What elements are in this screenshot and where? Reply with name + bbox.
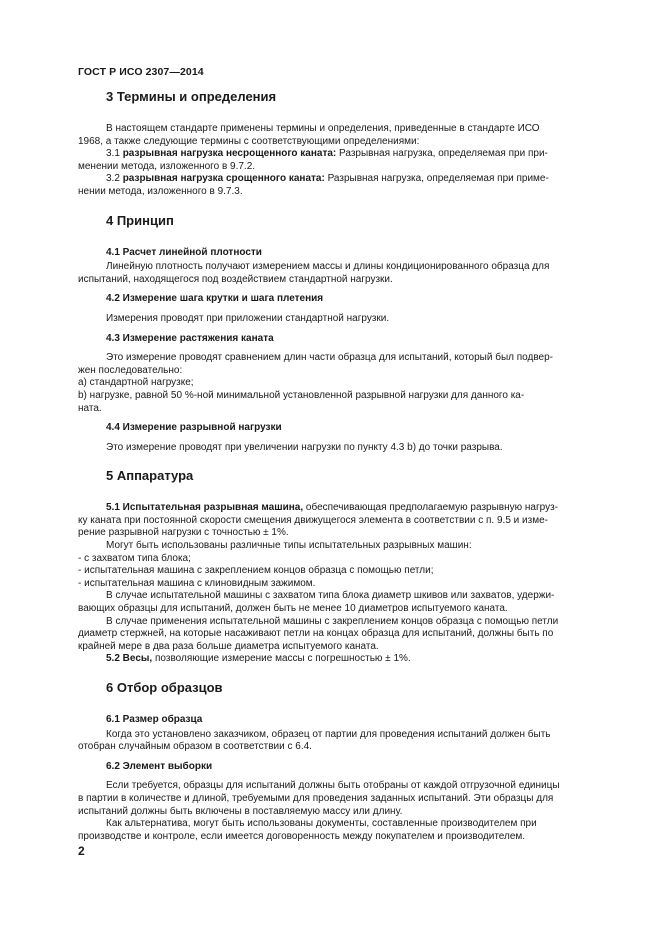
subsection-heading: 4.4 Измерение разрывной нагрузки — [106, 422, 282, 434]
subsection-heading: 6.1 Размер образца — [106, 714, 203, 725]
list-item: а) стандартной нагрузке; — [78, 377, 194, 389]
section-6 — [78, 680, 613, 843]
document-header: ГОСТ Р ИСО 2307—2014 — [78, 66, 204, 78]
term-text: Разрывная нагрузка, определяемая при при- — [339, 148, 548, 160]
subsection-heading: 4.1 Расчет линейной плотности — [106, 246, 262, 258]
paragraph-line: Как альтернатива, могут быть использованы документы, составленные производителем при — [106, 818, 537, 830]
paragraph-line: крайней мере в два раза больше диаметра испытуемого каната. — [78, 640, 379, 652]
list-item: - испытательная машина с клиновидным зажимом. — [78, 577, 316, 589]
section-title: 5 Аппаратура — [106, 468, 194, 484]
paragraph-line: отобран случайным образом в соответствии с 6.4. — [78, 741, 312, 753]
paragraph-line: 5.1 Испытательная разрывная машина, обеспечивающая предполагаемую разрывную нагруз- — [106, 502, 558, 514]
page-content — [78, 89, 613, 857]
subsection-heading-inline: 5.2 Весы, — [106, 653, 153, 665]
subsection-heading: 4.2 Измерение шага крутки и шага плетения — [106, 293, 324, 305]
paragraph-line: диаметр стержней, на которые насаживают петли на концах образца для испытаний, должны быть по — [78, 628, 554, 640]
list-item: - испытательная машина с закреплением концов образца с помощью петли; — [78, 565, 434, 577]
paragraph-line: Могут быть использованы различные типы испытательных разрывных машин: — [106, 540, 472, 552]
list-item: b) нагрузке, равной 50 %-ной минимальной установленной разрывной нагрузки для данного ка- — [78, 389, 525, 401]
paragraph-line: В настоящем стандарте применены термины и определения, приведенные в стандарте ИСО — [106, 123, 540, 134]
section-title: 4 Принцип — [106, 212, 174, 228]
paragraph-line: вающих образцы для испытаний, должен быть не менее 10 диаметров испытуемого каната. — [78, 603, 508, 615]
term-definition — [78, 148, 613, 161]
subsection-heading: 4.3 Измерение растяжения каната — [106, 332, 274, 344]
paragraph-line: 1968, а также следующие термины с соответствующими определениями: — [78, 135, 420, 147]
term-number: 3.1 — [106, 148, 120, 160]
paragraph-line: жен последовательно: — [78, 364, 183, 376]
paragraph-line: производстве и контроле, если имеется договоренность между покупателем и производителем. — [78, 830, 526, 842]
section-title: 6 Отбор образцов — [106, 680, 223, 695]
term-number: 3.2 — [106, 173, 120, 185]
paragraph-line: Когда это установлено заказчиком, образец от партии для проведения испытаний должен быть — [106, 728, 551, 740]
paragraph-line: испытаний, находящегося под воздействием стандартной нагрузки. — [78, 273, 393, 285]
term-text: Разрывная нагрузка, определяемая при приме- — [327, 173, 549, 185]
list-item: - с захватом типа блока; — [78, 552, 191, 564]
paragraph-line: Линейную плотность получают измерением массы и длины кондиционированного образца для — [106, 261, 550, 273]
section-5 — [78, 468, 613, 666]
section-3 — [78, 89, 613, 199]
term-definition — [78, 173, 613, 186]
paragraph-line: Если требуется, образцы для испытаний должны быть отобраны от каждой отгрузочной единицы — [106, 780, 560, 792]
term-name: разрывная нагрузка несрощенного каната: — [122, 148, 337, 160]
paragraph-line: ку каната при постоянной скорости смещения движущегося элемента в соответствии с п. 9.5 и изме- — [78, 514, 548, 526]
paragraph-line: в партии в количестве и длиной, требуемыми для проведения заданных испытаний. Эти образцы для — [78, 792, 554, 804]
section-4 — [78, 213, 613, 455]
term-name: разрывная нагрузка срощенного каната: — [122, 173, 325, 185]
paragraph-line: В случае применения испытательной машины с закреплением концов образца с помощью петли — [106, 615, 559, 627]
paragraph-line: 5.2 Весы, позволяющие измерение массы с погрешностью ± 1%. — [106, 653, 411, 665]
subsection-heading-inline: 5.1 Испытательная разрывная машина, — [106, 502, 304, 514]
paragraph-line: Это измерение проводят сравнением длин части образца для испытаний, который был подвер- — [106, 352, 554, 364]
paragraph-line: нении метода, изложенного в 9.7.3. — [78, 185, 243, 197]
paragraph-line: Измерения проводят при приложении стандартной нагрузки. — [106, 312, 390, 324]
paragraph-line: менении метода, изложенного в 9.7.2. — [78, 160, 256, 172]
paragraph-line: ната. — [78, 402, 102, 414]
paragraph-line: В случае испытательной машины с захватом типа блока диаметр шкивов или захватов, удержи- — [106, 590, 555, 602]
paragraph-line: рение разрывной нагрузки с точностью ± 1%. — [78, 527, 289, 539]
paragraph-line: испытаний должны быть включены в поставляемую массу или длину. — [78, 805, 403, 817]
subsection-heading: 6.2 Элемент выборки — [106, 760, 213, 772]
paragraph-line: Это измерение проводят при увеличении нагрузки по пункту 4.3 b) до точки разрыва. — [106, 441, 503, 453]
section-title: 3 Термины и определения — [106, 89, 277, 104]
page-number: 2 — [78, 844, 85, 858]
